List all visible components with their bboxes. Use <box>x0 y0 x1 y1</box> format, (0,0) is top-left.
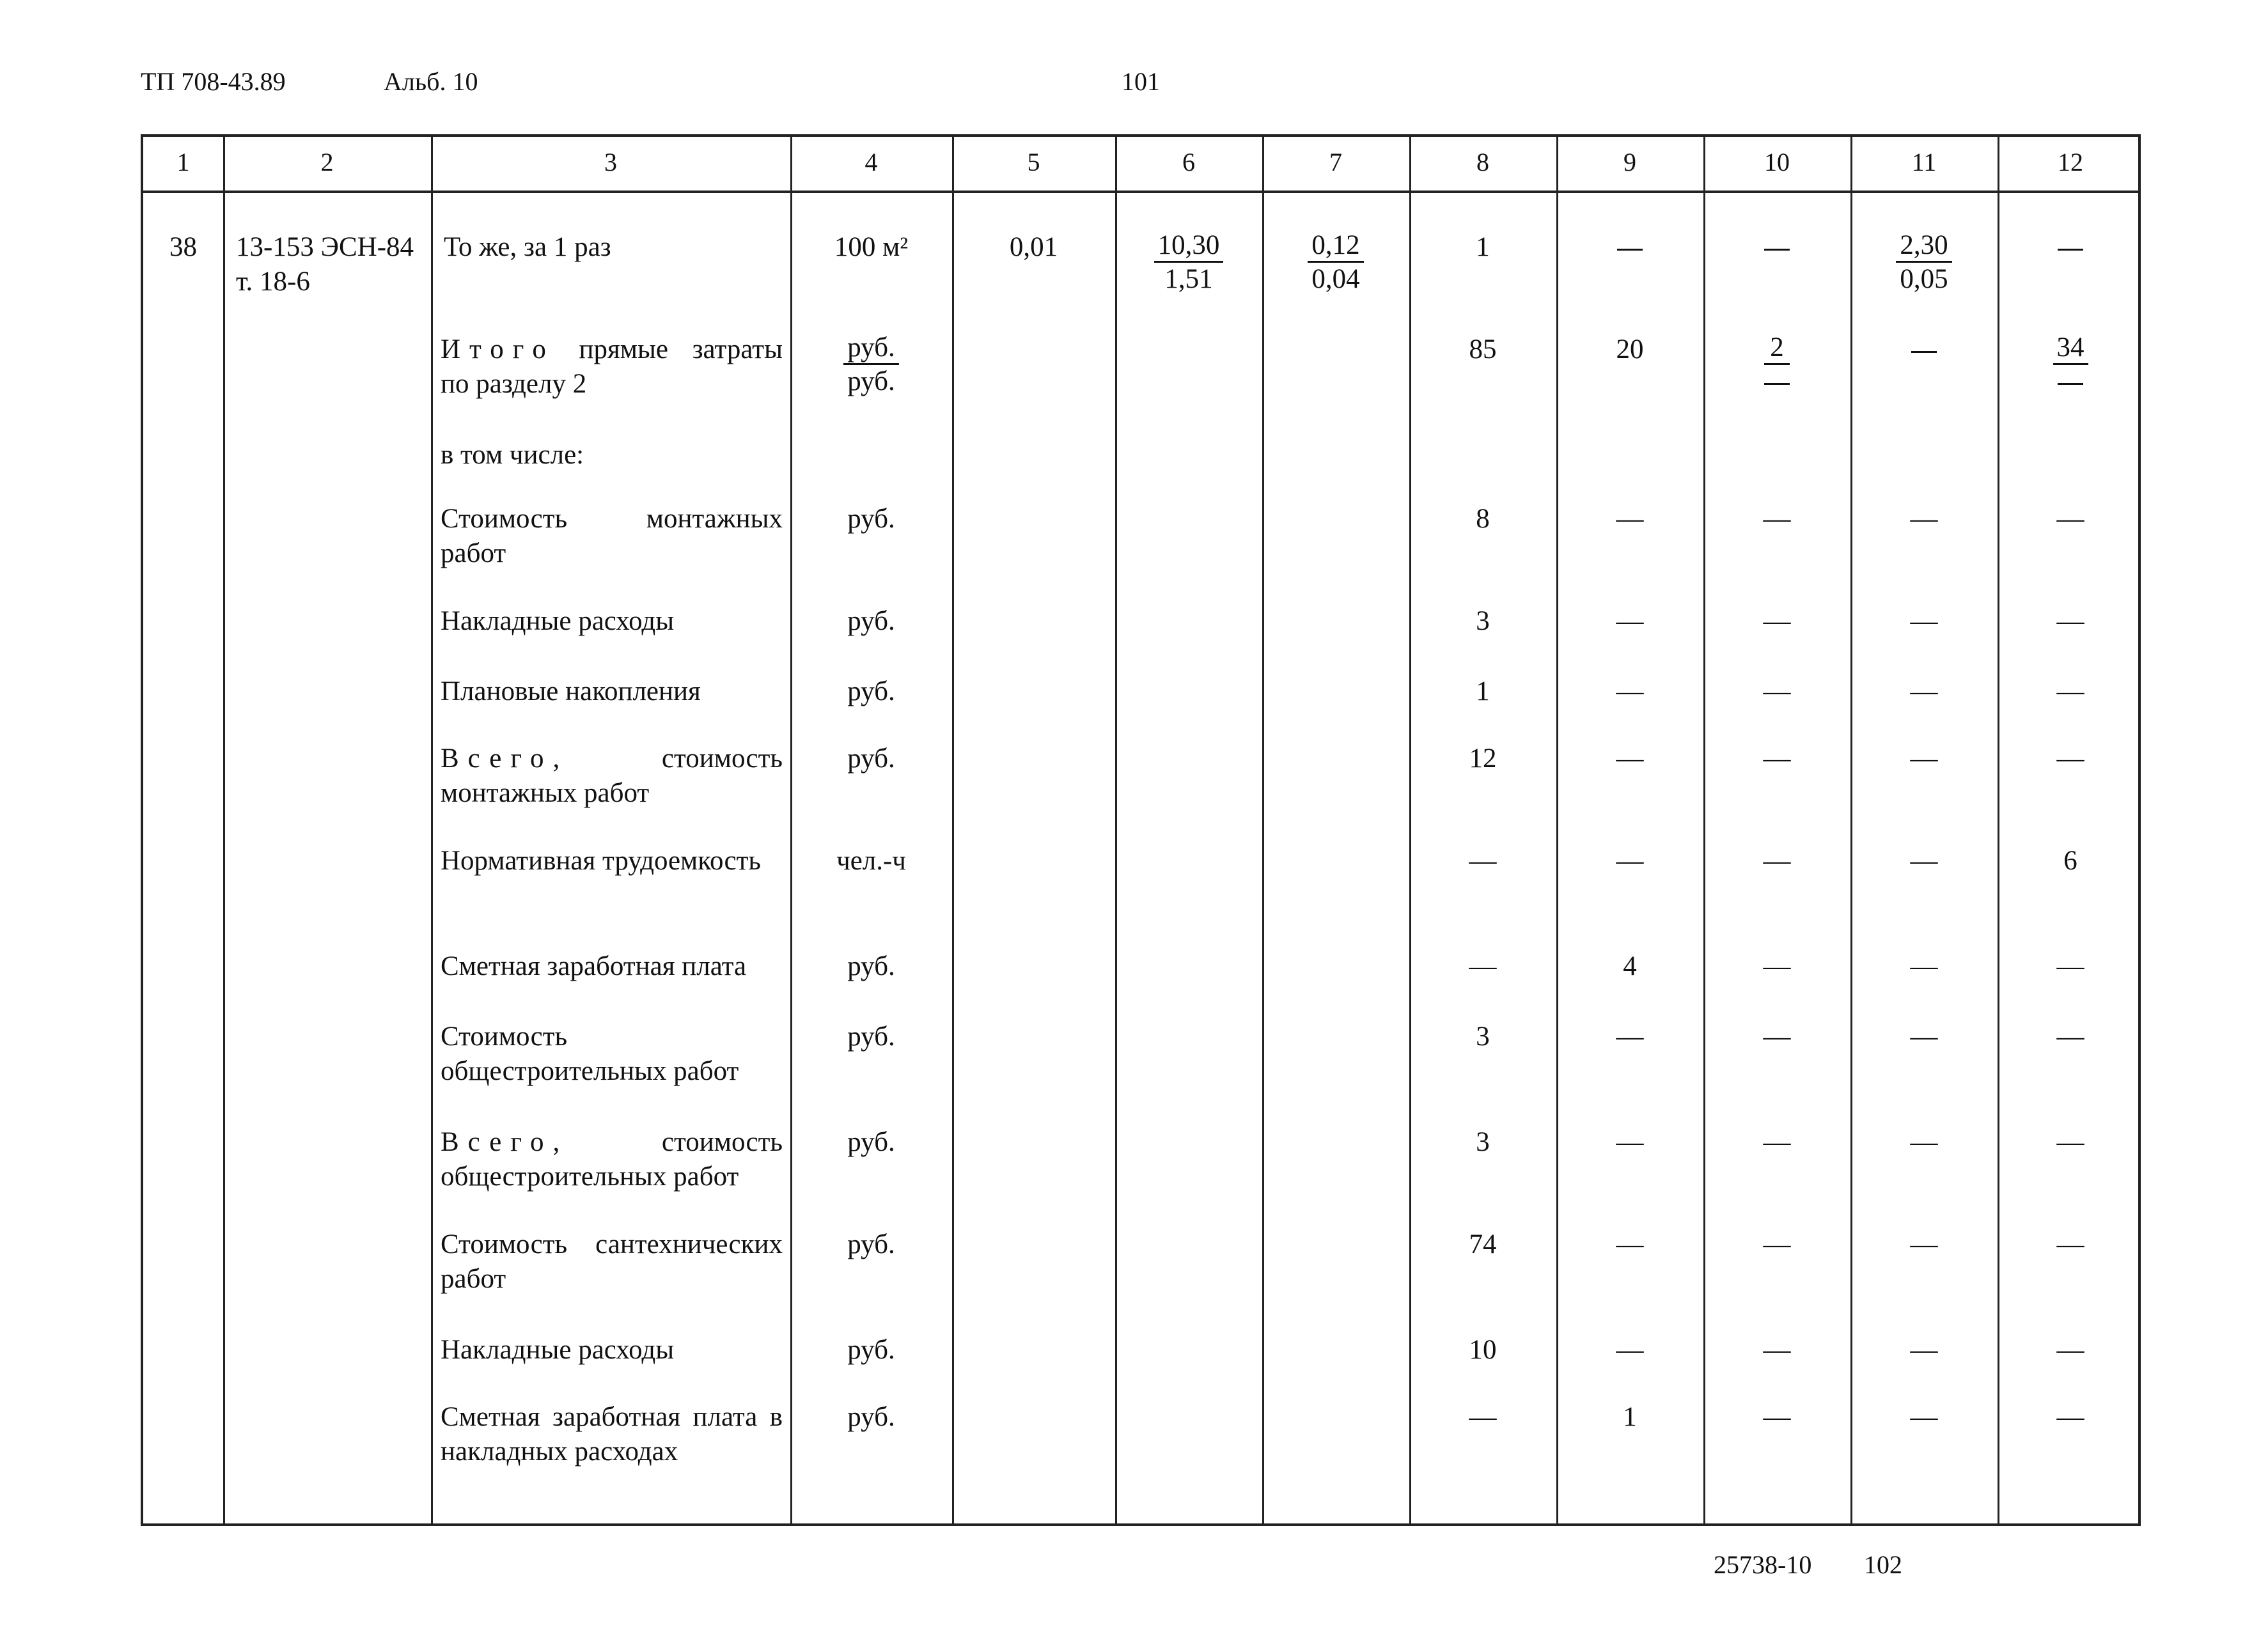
row-value-c9: — <box>1616 504 1644 534</box>
row-value-c9: — <box>1616 743 1644 774</box>
summary-label <box>441 332 783 401</box>
fraction-numerator: 34 <box>2053 332 2088 365</box>
dash-col10 <box>1703 230 1850 265</box>
row-value-c12: — <box>2056 743 2084 774</box>
page-number: 101 <box>1122 67 1160 96</box>
row-value-c10: — <box>1763 676 1791 706</box>
summary-col8: 85 <box>1469 334 1497 364</box>
dash-col9 <box>1556 230 1703 265</box>
total-cost-fraction <box>1262 230 1409 297</box>
fraction-denominator: 0,05 <box>1900 264 1948 294</box>
row-value-c8: 3 <box>1476 606 1490 636</box>
row-value-c10: — <box>1763 1022 1791 1052</box>
column-divider <box>1262 134 1264 1523</box>
row-value-c9: — <box>1616 1127 1644 1157</box>
footer-page: 102 <box>1864 1550 1902 1579</box>
summary-col9: 20 <box>1616 334 1644 364</box>
value-col8: 1 <box>1476 232 1490 262</box>
row-unit: руб. <box>847 504 895 534</box>
fraction-denominator: руб. <box>847 366 895 396</box>
row-value-c9: — <box>1616 606 1644 636</box>
fraction-denominator: 1,51 <box>1164 264 1213 294</box>
quantity: 0,01 <box>1009 232 1058 262</box>
row-label-text: Сметная заработная плата в накладных расходах <box>441 1402 783 1467</box>
row-label-text: Накладные расходы <box>441 1335 675 1365</box>
row-unit: руб. <box>847 1402 895 1432</box>
row-value-c10: — <box>1763 743 1791 774</box>
row-value-c12: — <box>2056 1402 2084 1432</box>
row-value-c8: — <box>1469 846 1497 876</box>
row-value-c9: — <box>1616 1229 1644 1259</box>
row-value-c8: — <box>1469 1402 1497 1432</box>
row-value-c12: — <box>2056 1335 2084 1365</box>
labor-fraction <box>1850 230 1998 297</box>
row-label <box>441 502 783 571</box>
summary-col12 <box>1998 332 2143 399</box>
row-label <box>441 742 783 811</box>
column-divider <box>223 134 225 1523</box>
row-value-c12: — <box>2056 606 2084 636</box>
fraction-numerator: 10,30 <box>1154 230 1224 263</box>
dash-col12 <box>1998 230 2143 265</box>
column-header-4: 4 <box>864 148 878 176</box>
row-value-c12: — <box>2056 1127 2084 1157</box>
row-label-spaced: Всего, <box>441 1127 569 1157</box>
row-value-c10: — <box>1763 1229 1791 1259</box>
fraction-numerator: 2,30 <box>1896 230 1951 263</box>
row-unit: руб. <box>847 1127 895 1157</box>
summary-label-rest: прямые затраты по разделу 2 <box>441 334 783 399</box>
row-unit: руб. <box>847 1335 895 1365</box>
unit-cost-fraction <box>1115 230 1262 297</box>
row-value-c12: — <box>2056 504 2084 534</box>
column-divider <box>952 134 954 1523</box>
row-value-c9: 4 <box>1623 951 1637 981</box>
row-label-text: Плановые накопления <box>441 676 701 706</box>
row-value-c8: 8 <box>1476 504 1490 534</box>
row-value-c8: 74 <box>1469 1229 1497 1259</box>
row-value-c10: — <box>1763 1127 1791 1157</box>
row-value-c11: — <box>1910 743 1938 774</box>
row-value-c12: — <box>2056 951 2084 981</box>
row-value-c8: 3 <box>1476 1022 1490 1052</box>
row-label-text: Сметная заработная плата <box>441 951 747 981</box>
row-value-c12: 6 <box>2063 846 2077 876</box>
row-value-c8: 3 <box>1476 1127 1490 1157</box>
row-number: 38 <box>169 232 197 262</box>
row-value-c11: — <box>1910 846 1938 876</box>
summary-col10 <box>1703 332 1850 399</box>
including-label: в том числе: <box>441 440 584 470</box>
row-value-c12: — <box>2056 1022 2084 1052</box>
row-label <box>441 604 783 639</box>
row-value-c11: — <box>1910 1402 1938 1432</box>
row-value-c11: — <box>1910 1127 1938 1157</box>
row-value-c11: — <box>1910 951 1938 981</box>
row-label-text: стоимость монтажных работ <box>441 743 783 808</box>
column-header-6: 6 <box>1182 148 1195 176</box>
price-code-line2: т. 18-6 <box>236 267 310 297</box>
fraction-numerator: руб. <box>843 332 899 365</box>
column-divider <box>1115 134 1117 1523</box>
row-label-text: Стоимость сантехнических работ <box>441 1229 783 1294</box>
column-header-2: 2 <box>320 148 334 176</box>
row-value-c11: — <box>1910 1229 1938 1259</box>
row-value-c9: — <box>1616 1022 1644 1052</box>
row-label-text: стоимость общестроительных работ <box>441 1127 783 1192</box>
fraction-numerator: 0,12 <box>1308 230 1363 263</box>
row-value-c8: 1 <box>1476 676 1490 706</box>
row-value-c12: — <box>2056 676 2084 706</box>
summary-unit <box>790 332 952 399</box>
column-header-5: 5 <box>1027 148 1040 176</box>
column-header-3: 3 <box>604 148 617 176</box>
row-label-text: Накладные расходы <box>441 606 675 636</box>
summary-col11 <box>1850 332 1998 367</box>
column-header-11: 11 <box>1911 148 1937 176</box>
footer-code: 25738-10 <box>1714 1550 1812 1579</box>
estimate-table <box>141 134 2141 1526</box>
column-header-10: 10 <box>1764 148 1790 176</box>
row-unit: руб. <box>847 951 895 981</box>
row-label <box>441 844 783 878</box>
row-label <box>441 1125 783 1194</box>
row-label-text: Стоимость общестроительных работ <box>441 1022 739 1086</box>
unit: 100 м² <box>834 232 909 262</box>
column-header-9: 9 <box>1623 148 1636 176</box>
row-label <box>441 949 783 984</box>
row-value-c9: — <box>1616 676 1644 706</box>
price-code <box>236 230 428 299</box>
row-value-c9: — <box>1616 1335 1644 1365</box>
row-value-c8: 12 <box>1469 743 1497 774</box>
column-header-8: 8 <box>1476 148 1489 176</box>
row-label-text: Нормативная трудоемкость <box>441 846 762 876</box>
row-value-c10: — <box>1763 1335 1791 1365</box>
row-value-c11: — <box>1910 606 1938 636</box>
table-top-border <box>143 134 2138 137</box>
row-value-c12: — <box>2056 1229 2084 1259</box>
row-value-c8: 10 <box>1469 1335 1497 1365</box>
work-name: То же, за 1 раз <box>444 232 611 262</box>
row-label <box>441 1400 783 1469</box>
row-value-c9: 1 <box>1623 1402 1637 1432</box>
fraction-numerator: 2 <box>1764 332 1790 365</box>
row-value-c10: — <box>1763 951 1791 981</box>
row-unit: руб. <box>847 606 895 636</box>
row-unit: руб. <box>847 743 895 774</box>
row-value-c10: — <box>1763 1402 1791 1432</box>
album-label: Альб. 10 <box>384 67 478 96</box>
row-label <box>441 1333 783 1367</box>
row-value-c8: — <box>1469 951 1497 981</box>
row-value-c9: — <box>1616 846 1644 876</box>
price-code-line1: 13-153 ЭСН-84 <box>236 232 414 262</box>
row-value-c10: — <box>1763 504 1791 534</box>
row-value-c11: — <box>1910 504 1938 534</box>
row-unit: руб. <box>847 676 895 706</box>
column-header-12: 12 <box>2058 148 2083 176</box>
document-code: ТП 708-43.89 <box>141 67 286 96</box>
row-label-spaced: Всего, <box>441 743 569 774</box>
row-value-c11: — <box>1910 1335 1938 1365</box>
row-label <box>441 1020 783 1089</box>
row-label-text: Стоимость монтажных работ <box>441 504 783 568</box>
summary-label-spaced: Итого <box>441 334 555 364</box>
column-header-1: 1 <box>176 148 190 176</box>
row-label <box>441 1227 783 1296</box>
row-label <box>441 674 783 709</box>
column-header-7: 7 <box>1329 148 1342 176</box>
row-value-c11: — <box>1910 1022 1938 1052</box>
row-value-c11: — <box>1910 676 1938 706</box>
row-unit: руб. <box>847 1022 895 1052</box>
fraction-denominator: 0,04 <box>1311 264 1360 294</box>
row-value-c10: — <box>1763 606 1791 636</box>
header-row-divider <box>143 191 2138 193</box>
row-value-c10: — <box>1763 846 1791 876</box>
row-unit: руб. <box>847 1229 895 1259</box>
column-divider <box>431 134 433 1523</box>
row-unit: чел.-ч <box>836 846 906 876</box>
